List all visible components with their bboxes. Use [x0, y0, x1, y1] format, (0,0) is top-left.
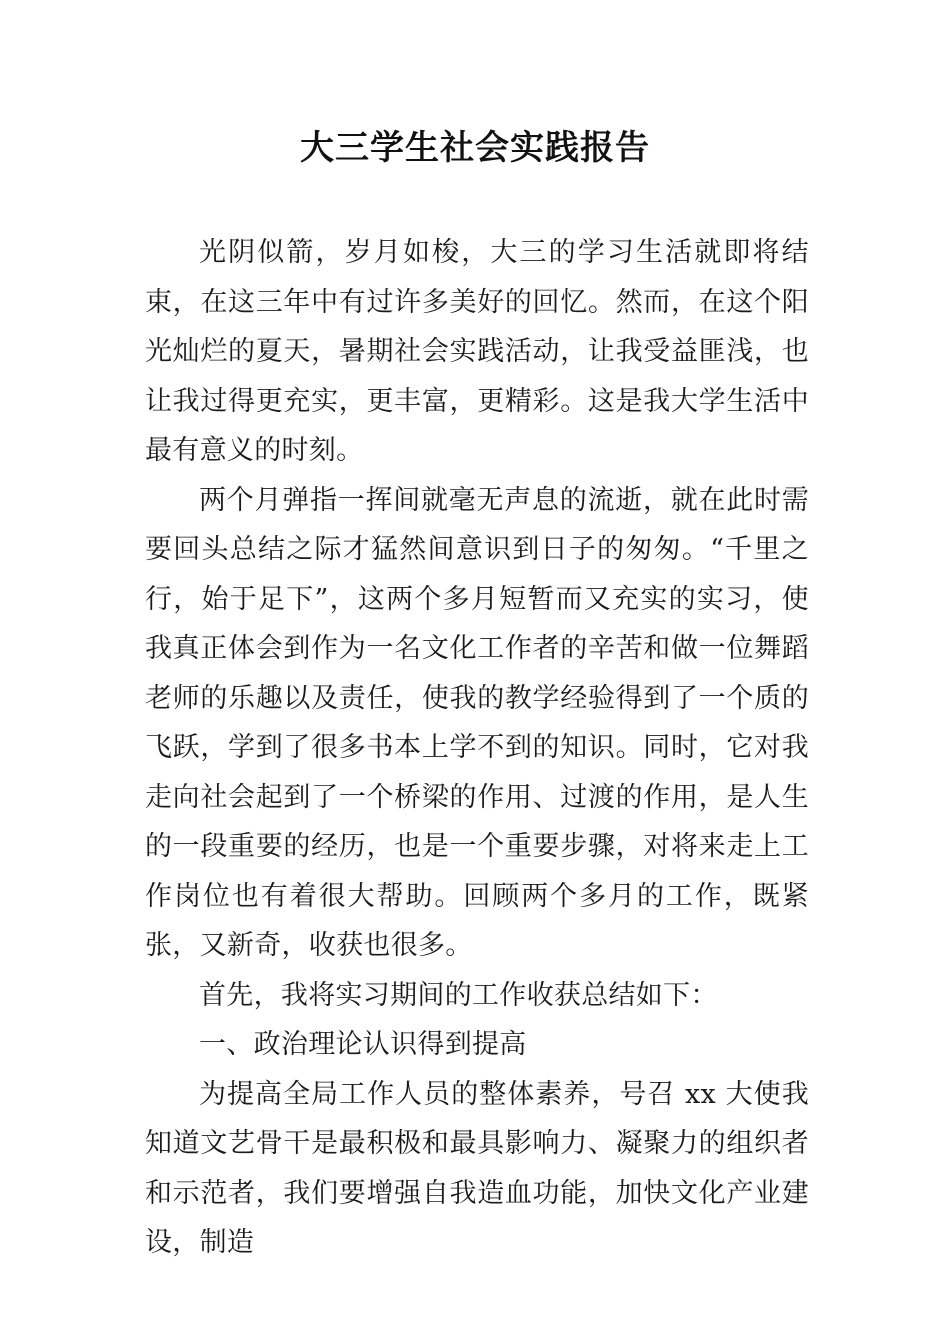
- paragraph-section-1: 为提高全局工作人员的整体素养，号召 xx 大使我知道文艺骨干是最积极和最具影响力、凝聚力的组织者和示范者，我们要增强自我造血功能，加快文化产业建设，制造: [145, 1078, 809, 1258]
- document-title: 大三学生社会实践报告: [300, 128, 650, 168]
- document-body: [145, 228, 809, 1268]
- paragraph-intro: 光阴似箭，岁月如梭，大三的学习生活就即将结束，在这三年中有过许多美好的回忆。然而，在这个阳光灿烂的夏天，暑期社会实践活动，让我受益匪浅，也让我过得更充实，更丰富，更精彩。这是我大学生活中最有意义的时刻。: [145, 237, 809, 466]
- paragraph-two-months: 两个月弹指一挥间就毫无声息的流逝，就在此时需要回头总结之际才猛然间意识到日子的匆匆。“千里之行，始于足下”，这两个多月短暂而又充实的实习，使我真正体会到作为一名文化工作者的辛苦和做一位舞蹈老师的乐趣以及责任，使我的教学经验得到了一个质的飞跃，学到了很多书本上学不到的知识。同时，它对我走向社会起到了一个桥梁的作用、过渡的作用，是人生的一段重要的经历，也是一个重要步骤，对将来走上工作岗位也有着很大帮助。回顾两个多月的工作，既紧张，又新奇，收获也很多。: [145, 484, 809, 961]
- section-heading-1: 一、政治理论认识得到提高: [199, 1029, 527, 1060]
- paragraph-summary-lead: 首先，我将实习期间的工作收获总结如下：: [199, 979, 718, 1011]
